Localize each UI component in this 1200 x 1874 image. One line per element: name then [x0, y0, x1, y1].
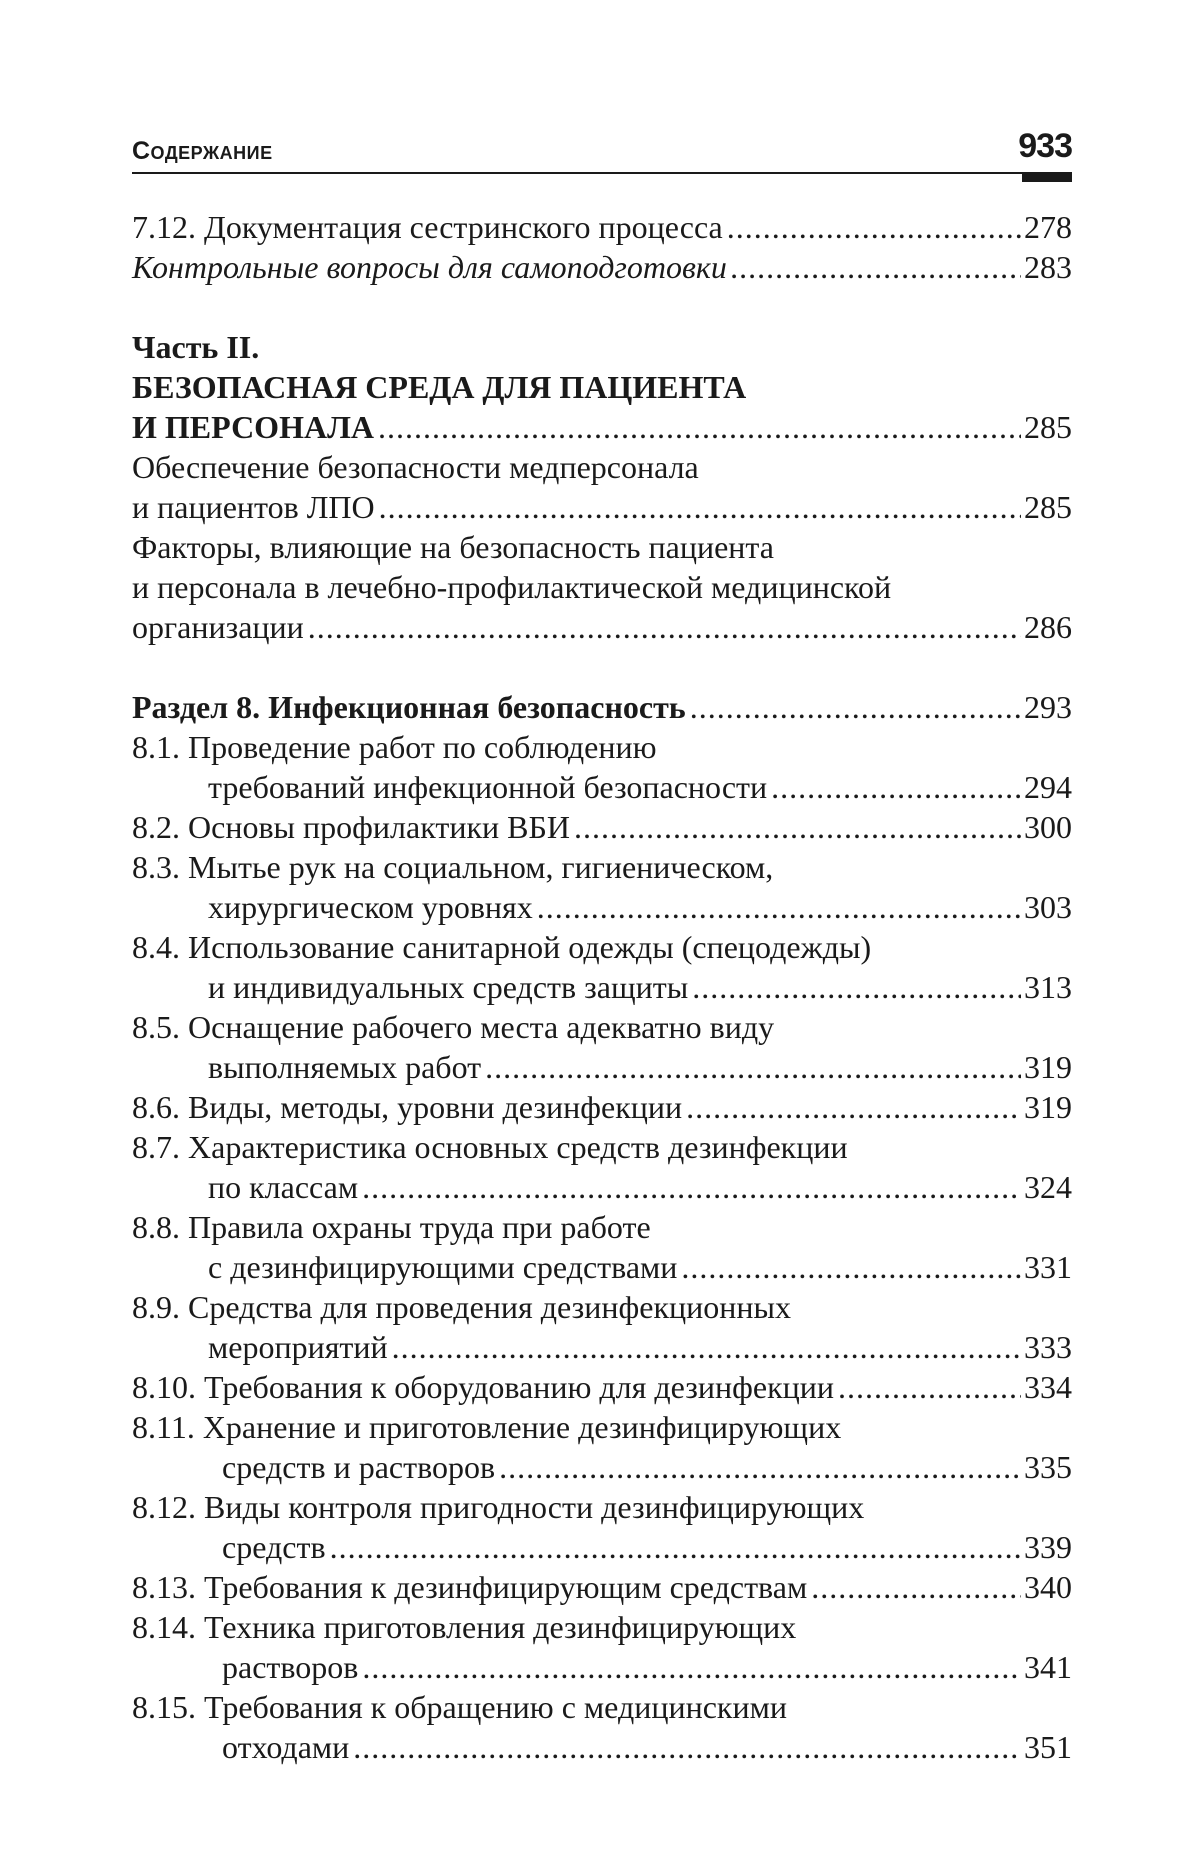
toc-entry-line: 8.1. Проведение работ по соблюдению	[132, 729, 657, 765]
toc-page-number: 303	[1024, 889, 1072, 925]
toc-entry-label: и пациентов ЛПО	[132, 489, 375, 525]
dot-leader	[379, 487, 1021, 527]
toc-entry-8-11[interactable]	[132, 1447, 1072, 1487]
toc-page-number: 340	[1024, 1569, 1072, 1605]
toc-entry-8-1[interactable]	[132, 767, 1072, 807]
toc-page-number: 334	[1024, 1369, 1072, 1405]
toc-entry-label: И ПЕРСОНАЛА	[132, 409, 375, 445]
toc-page-number: 313	[1024, 969, 1072, 1005]
toc-entry-line: 8.11. Хранение и приготовление дезинфицирующих	[132, 1409, 842, 1445]
toc-entry-section-8[interactable]	[132, 687, 1072, 727]
toc-page-number: 319	[1024, 1049, 1072, 1085]
dot-leader	[574, 807, 1021, 847]
toc-entry-label: средств	[222, 1529, 326, 1565]
toc-entry-label: 8.13. Требования к дезинфицирующим средствам	[132, 1569, 808, 1605]
part-title-line: БЕЗОПАСНАЯ СРЕДА ДЛЯ ПАЦИЕНТА	[132, 369, 747, 405]
toc-entry-line: и персонала в лечебно-профилактической медицинской	[132, 569, 892, 605]
toc-entry-label: требований инфекционной безопасности	[208, 769, 768, 805]
toc-entry-8-5[interactable]	[132, 1047, 1072, 1087]
toc-entry-label: организации	[132, 609, 304, 645]
toc-page-number: 319	[1024, 1089, 1072, 1125]
dot-leader	[308, 607, 1021, 647]
table-of-contents	[132, 207, 1072, 1767]
toc-entry-part-2[interactable]	[132, 407, 1072, 447]
toc-page-number: 324	[1024, 1169, 1072, 1205]
dot-leader	[727, 207, 1021, 247]
dot-leader	[362, 1167, 1021, 1207]
toc-entry-label: хирургическом уровнях	[208, 889, 533, 925]
toc-page-number: 278	[1024, 209, 1072, 245]
dot-leader	[537, 887, 1021, 927]
toc-page-number: 294	[1024, 769, 1072, 805]
toc-entry-8-14[interactable]	[132, 1647, 1072, 1687]
toc-entry-8-2[interactable]	[132, 807, 1072, 847]
toc-entry-line: Факторы, влияющие на безопасность пациента	[132, 529, 774, 565]
dot-leader	[499, 1447, 1021, 1487]
toc-page-number: 351	[1024, 1729, 1072, 1765]
dot-leader	[392, 1327, 1021, 1367]
dot-leader	[353, 1727, 1021, 1767]
dot-leader	[731, 247, 1021, 287]
toc-entry-8-13[interactable]	[132, 1567, 1072, 1607]
toc-entry-label: с дезинфицирующими средствами	[208, 1249, 678, 1285]
toc-page-number: 339	[1024, 1529, 1072, 1565]
toc-entry-8-8[interactable]	[132, 1247, 1072, 1287]
toc-entry-8-9[interactable]	[132, 1327, 1072, 1367]
toc-entry-7-12[interactable]	[132, 207, 1072, 247]
toc-entry-label: отходами	[222, 1729, 350, 1765]
toc-entry-label: растворов	[222, 1649, 359, 1685]
toc-entry-line: 8.5. Оснащение рабочего места адекватно виду	[132, 1009, 775, 1045]
page-number: 933	[1018, 127, 1072, 165]
toc-page-number: 285	[1024, 409, 1072, 445]
toc-entry-label: выполняемых работ	[208, 1049, 482, 1085]
toc-entry-label: Контрольные вопросы для самоподготовки	[132, 249, 727, 285]
dot-leader	[692, 967, 1021, 1007]
spacer	[132, 647, 1072, 687]
toc-entry-8-15[interactable]	[132, 1727, 1072, 1767]
header-rule	[132, 172, 1072, 174]
dot-leader	[686, 1087, 1021, 1127]
toc-entry-label: 7.12. Документация сестринского процесса	[132, 209, 723, 245]
toc-entry-questions[interactable]	[132, 247, 1072, 287]
toc-entry-label: мероприятий	[208, 1329, 388, 1365]
dot-leader	[378, 407, 1021, 447]
toc-entry-8-7[interactable]	[132, 1167, 1072, 1207]
dot-leader	[330, 1527, 1021, 1567]
toc-page-number: 333	[1024, 1329, 1072, 1365]
toc-page-number: 335	[1024, 1449, 1072, 1485]
toc-entry-8-3[interactable]	[132, 887, 1072, 927]
toc-entry-8-6[interactable]	[132, 1087, 1072, 1127]
toc-page-number: 286	[1024, 609, 1072, 645]
toc-entry-label: и индивидуальных средств защиты	[208, 969, 689, 1005]
toc-entry-line: 8.12. Виды контроля пригодности дезинфицирующих	[132, 1489, 865, 1525]
toc-entry-label: 8.6. Виды, методы, уровни дезинфекции	[132, 1089, 683, 1125]
dot-leader	[690, 687, 1021, 727]
toc-entry-factors[interactable]	[132, 607, 1072, 647]
toc-entry-line: 8.7. Характеристика основных средств дезинфекции	[132, 1129, 848, 1165]
toc-page-number: 293	[1024, 689, 1072, 725]
running-head	[132, 126, 1072, 174]
toc-entry-safety-staff[interactable]	[132, 487, 1072, 527]
running-head-title: Содержание	[132, 137, 273, 165]
toc-entry-label: по классам	[208, 1169, 359, 1205]
dot-leader	[771, 767, 1021, 807]
toc-entry-line: 8.4. Использование санитарной одежды (спецодежды)	[132, 929, 872, 965]
toc-entry-label: 8.2. Основы профилактики ВБИ	[132, 809, 570, 845]
toc-entry-label: средств и растворов	[222, 1449, 496, 1485]
toc-entry-line: 8.15. Требования к обращению с медицинскими	[132, 1689, 787, 1725]
dot-leader	[838, 1367, 1021, 1407]
toc-entry-line: 8.9. Средства для проведения дезинфекционных	[132, 1289, 791, 1325]
toc-entry-label: Раздел 8. Инфекционная безопасность	[132, 689, 686, 725]
header-rule-accent	[1022, 174, 1072, 182]
toc-page-number: 341	[1024, 1649, 1072, 1685]
toc-entry-line: 8.8. Правила охраны труда при работе	[132, 1209, 651, 1245]
toc-entry-8-12[interactable]	[132, 1527, 1072, 1567]
toc-entry-label: 8.10. Требования к оборудованию для дезинфекции	[132, 1369, 834, 1405]
dot-leader	[811, 1567, 1021, 1607]
dot-leader	[681, 1247, 1021, 1287]
toc-entry-line: Обеспечение безопасности медперсонала	[132, 449, 699, 485]
toc-page-number: 285	[1024, 489, 1072, 525]
dot-leader	[485, 1047, 1021, 1087]
part-heading: Часть II.	[132, 329, 260, 365]
dot-leader	[362, 1647, 1021, 1687]
toc-entry-line: 8.14. Техника приготовления дезинфицирующих	[132, 1609, 797, 1645]
toc-page-number: 283	[1024, 249, 1072, 285]
toc-page-number: 331	[1024, 1249, 1072, 1285]
toc-entry-8-10[interactable]	[132, 1367, 1072, 1407]
spacer	[132, 287, 1072, 327]
toc-entry-line: 8.3. Мытье рук на социальном, гигиеническом,	[132, 849, 774, 885]
toc-entry-8-4[interactable]	[132, 967, 1072, 1007]
toc-page-number: 300	[1024, 809, 1072, 845]
